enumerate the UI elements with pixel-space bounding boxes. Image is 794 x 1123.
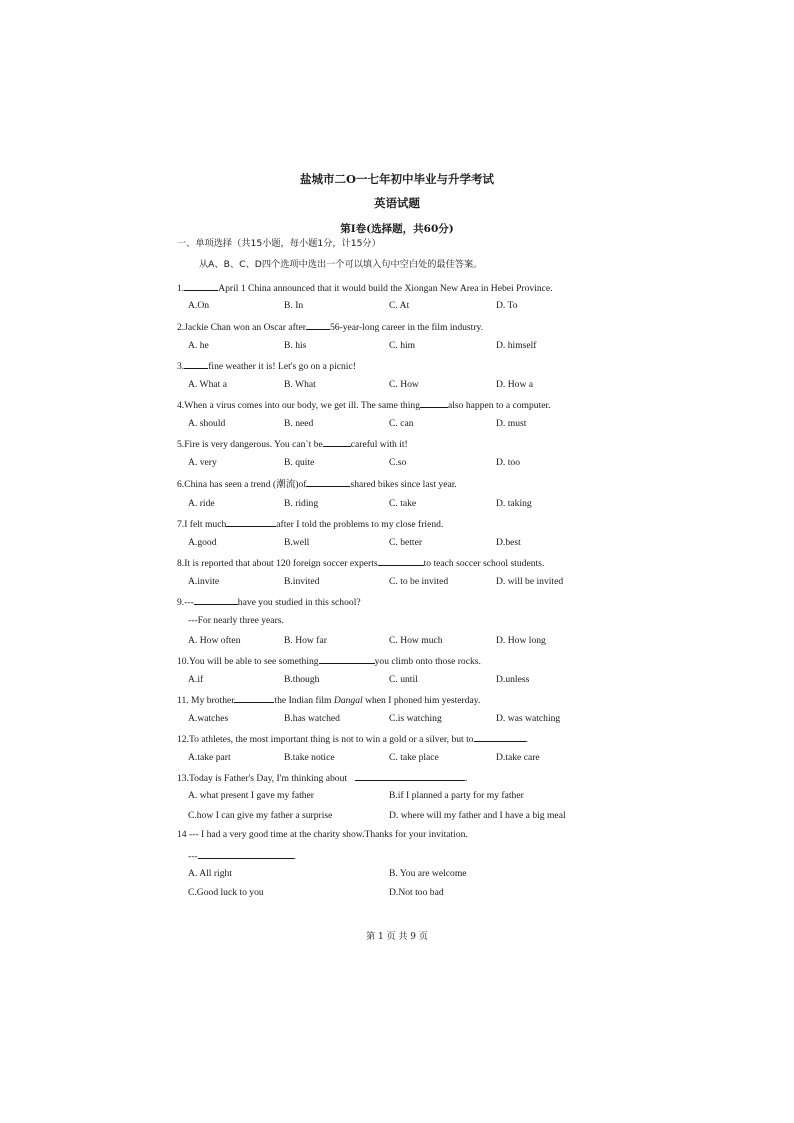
option-a: A. what present I gave my father [188,790,315,801]
option-b: B. his [284,340,307,351]
option-a: A. ride [188,498,215,509]
option-d: D.Not too bad [389,887,444,898]
question-6: 6.China has seen a trend (潮流)of shared bikes since last year. [177,479,457,490]
option-d: D.unless [496,674,530,685]
option-d: D. taking [496,498,532,509]
answer-blank [319,654,375,664]
answer-blank [184,359,208,369]
question-5: 5.Fire is very dangerous. You can`t be careful with it! [177,439,408,450]
question-11: 11. My brother the Indian film Dangal when I phoned him yesterday. [177,695,481,706]
option-b: B.if I planned a party for my father [389,790,524,801]
option-b: B. quite [284,457,315,468]
option-c: C.so [389,457,407,468]
question-9-reply: ---For nearly three years. [188,615,284,626]
option-a: A.On [188,300,210,311]
option-a: A. How often [188,635,241,646]
answer-blank [306,477,350,487]
question-14-reply: --- . [188,851,296,862]
option-a: A. he [188,340,209,351]
option-b: B. How far [284,635,327,646]
option-d: D. How long [496,635,546,646]
part-instruction: 从A、B、C、D四个选项中选出一个可以填入句中空白处的最佳答案。 [199,259,483,270]
option-d: D. To [496,300,518,311]
option-d: D. must [496,418,527,429]
answer-blank [194,595,238,605]
option-c: C. until [389,674,418,685]
option-c: C. How [389,379,419,390]
option-a: A. What a [188,379,227,390]
option-b: B.though [284,674,320,685]
option-b: B.has watched [284,713,340,724]
option-c: C.Good luck to you [188,887,264,898]
question-13: 13.Today is Father's Day, I'm thinking about . [177,773,468,784]
option-b: B.invited [284,576,320,587]
option-b: B. riding [284,498,319,509]
option-a: A.take part [188,752,231,763]
option-a: A. All right [188,868,232,879]
answer-blank [355,771,465,781]
answer-blank [306,320,330,330]
option-d: D. How a [496,379,534,390]
option-a: A. very [188,457,217,468]
question-2: 2.Jackie Chan won an Oscar after 56-year-long career in the film industry. [177,322,484,333]
option-d: D.best [496,537,521,548]
option-a: A.good [188,537,217,548]
section-title: 第Ⅰ卷(选择题，共60分) [340,223,454,235]
option-c: C.is watching [389,713,442,724]
answer-blank [420,398,448,408]
option-b: B.well [284,537,310,548]
option-a: A.if [188,674,204,685]
answer-blank [378,556,424,566]
question-10: 10.You will be able to see something you climb onto those rocks. [177,656,481,667]
option-c: C. to be invited [389,576,449,587]
option-d: D. himself [496,340,537,351]
option-b: B. You are welcome [389,868,467,879]
option-d: D. too [496,457,520,468]
option-c: C. better [389,537,423,548]
answer-blank [474,732,526,742]
option-d: D. where will my father and I have a big meal [389,810,566,821]
option-c: C. him [389,340,416,351]
option-d: D. will be invited [496,576,564,587]
option-a: A.watches [188,713,229,724]
answer-blank [323,437,351,447]
option-a: A.invite [188,576,220,587]
option-b: B. What [284,379,316,390]
question-1: 1. April 1 China announced that it would build the Xiongan New Area in Hebei Province. [177,283,553,294]
option-c: C. take [389,498,417,509]
exam-subtitle: 英语试题 [374,196,420,210]
question-4: 4.When a virus comes into our body, we get ill. The same thing also happen to a computer. [177,400,551,411]
option-d: D.take care [496,752,540,763]
exam-title: 盐城市二O一七年初中毕业与升学考试 [299,172,494,186]
question-7: 7.I felt much after I told the problems to my close friend. [177,519,444,530]
question-14: 14 --- I had a very good time at the charity show.Thanks for your invitation. [177,829,468,840]
option-b: B.take notice [284,752,335,763]
option-b: B. need [284,418,314,429]
question-12: 12.To athletes, the most important thing is not to win a gold or a silver, but to . [177,734,528,745]
answer-blank [226,517,276,527]
option-c: C. can [389,418,414,429]
option-d: D. was watching [496,713,561,724]
option-c: C. How much [389,635,443,646]
question-8: 8.It is reported that about 120 foreign soccer experts to teach soccer school students. [177,558,545,569]
question-3: 3. fine weather it is! Let's go on a picnic! [177,361,356,372]
answer-blank [184,281,218,291]
answer-blank [198,849,294,859]
question-9: 9.--- have you studied in this school? [177,597,361,608]
option-c: C. At [389,300,410,311]
option-b: B. In [284,300,304,311]
answer-blank [234,693,274,703]
option-c: C.how I can give my father a surprise [188,810,333,821]
option-c: C. take place [389,752,439,763]
page-number: 第 1 页 共 9 页 [366,932,428,942]
option-a: A. should [188,418,226,429]
part-heading: 一、单项选择（共15小题，每小题1分，计15分） [177,238,381,249]
